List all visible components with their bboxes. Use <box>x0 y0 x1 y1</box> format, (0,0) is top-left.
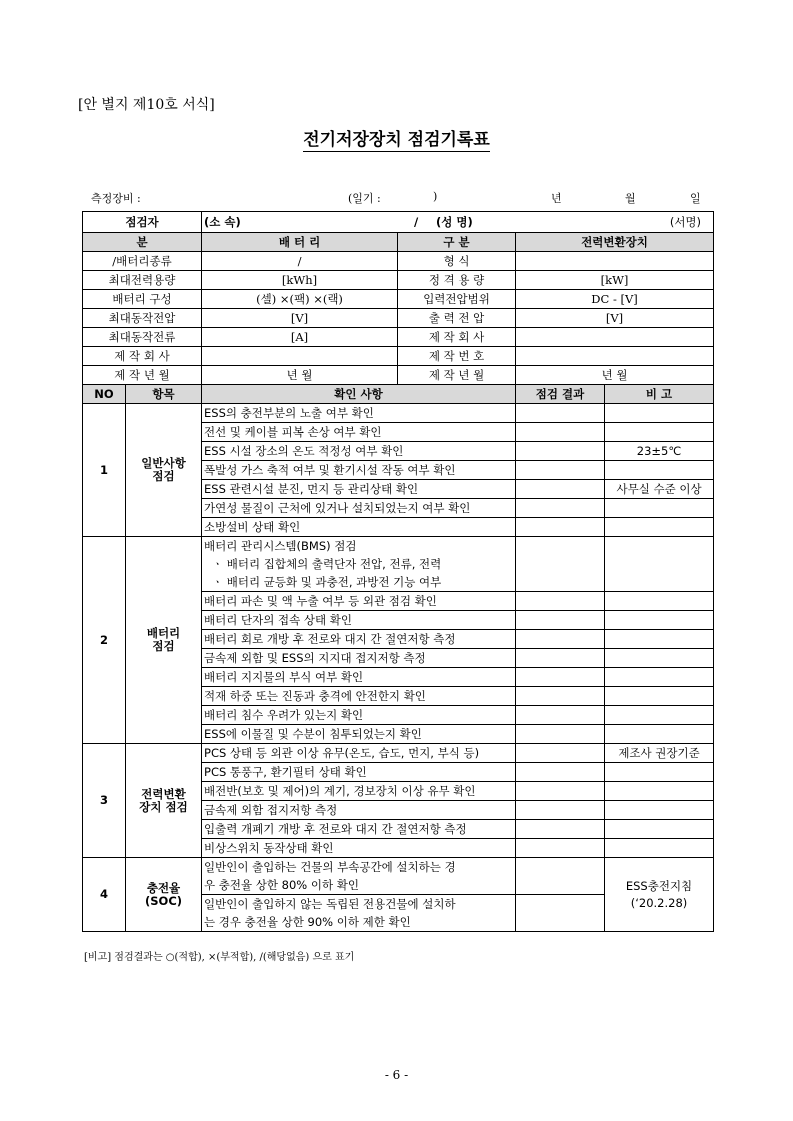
check-item-text: 는 경우 충전율 상한 90% 이하 제한 확인 <box>202 913 516 932</box>
spec-value-battery <box>202 347 398 366</box>
bms-sub-item: ㆍ 배터리 균등화 및 과충전, 과방전 기능 여부 <box>202 573 516 592</box>
check-rows <box>83 404 714 932</box>
check-result <box>516 858 605 895</box>
check-item-text: ESS 시설 장소의 온도 적정성 여부 확인 <box>202 442 516 461</box>
spec-row <box>83 366 714 385</box>
check-item-text: 우 충전율 상한 80% 이하 확인 <box>202 876 516 895</box>
signature-label: (서명) <box>669 214 702 229</box>
spec-header-section: 구 분 <box>398 233 516 252</box>
name-label: (성 명) <box>436 214 473 229</box>
check-result <box>516 763 605 782</box>
spec-row <box>83 328 714 347</box>
check-result <box>516 461 605 480</box>
spec-row <box>83 290 714 309</box>
bms-sub-item: ㆍ 배터리 집합체의 출력단자 전압, 전류, 전력 <box>202 555 516 573</box>
spec-value-pcs: [kW] <box>516 271 714 290</box>
spec-value-pcs <box>516 347 714 366</box>
date-month: 월 <box>625 192 636 205</box>
spec-row <box>83 252 714 271</box>
check-item-text: 일반인이 출입하는 건물의 부속공간에 설치하는 경 <box>202 858 516 877</box>
spec-row <box>83 309 714 328</box>
spec-label-left: 최대전력용량 <box>83 271 202 290</box>
document-title <box>0 125 793 150</box>
check-item-text: ESS에 이물질 및 수분이 침투되었는지 확인 <box>202 725 516 744</box>
check-remark <box>605 461 714 480</box>
check-remark <box>605 423 714 442</box>
spec-label-right: 형 식 <box>398 252 516 271</box>
group-name-line: 점검 <box>152 469 175 483</box>
check-remark <box>605 537 714 592</box>
check-result <box>516 518 605 537</box>
group-name-line: 전력변환 <box>141 786 186 801</box>
check-item-text: PCS 상태 등 외관 이상 유무(온도, 습도, 먼지, 부식 등) <box>202 744 516 763</box>
col-result: 점검 결과 <box>516 385 605 404</box>
check-item-text: 적재 하중 또는 진동과 충격에 안전한지 확인 <box>202 687 516 706</box>
check-result <box>516 442 605 461</box>
check-row <box>83 744 714 763</box>
col-no: NO <box>83 385 126 404</box>
check-result <box>516 592 605 611</box>
group-name-line: 점검 <box>152 639 175 653</box>
footnote: [비고] 점검결과는 ○(적합), ×(부적합), /(해당없음) 으로 표기 <box>84 952 355 963</box>
spec-label-left: 최대동작전압 <box>83 309 202 328</box>
check-result <box>516 687 605 706</box>
check-result <box>516 404 605 423</box>
check-remark <box>605 668 714 687</box>
check-result <box>516 706 605 725</box>
group-name <box>126 537 202 744</box>
check-row <box>83 404 714 423</box>
col-remark: 비 고 <box>605 385 714 404</box>
check-result <box>516 537 605 592</box>
date-year: 년 <box>551 192 562 205</box>
check-result <box>516 801 605 820</box>
group-name <box>126 404 202 537</box>
check-item-text: ESS의 충전부분의 노출 여부 확인 <box>202 404 516 423</box>
check-result <box>516 649 605 668</box>
check-item-text: 금속제 외함 접지저항 측정 <box>202 801 516 820</box>
group-name-line: 배터리 <box>146 626 181 640</box>
check-remark <box>605 630 714 649</box>
inspector-fields <box>202 212 714 233</box>
equipment-label: 측정장비 : <box>91 192 141 205</box>
check-header-row <box>83 385 714 404</box>
col-content: 확인 사항 <box>202 385 516 404</box>
check-result <box>516 725 605 744</box>
check-item-text: 소방설비 상태 확인 <box>202 518 516 537</box>
check-remark: 23±5℃ <box>605 442 714 461</box>
spec-label-left: 제 작 회 사 <box>83 347 202 366</box>
spec-value-pcs <box>516 252 714 271</box>
check-result <box>516 499 605 518</box>
remark-line: ESS충전지침 <box>625 878 693 893</box>
check-item-text: 비상스위치 동작상태 확인 <box>202 839 516 858</box>
check-remark <box>605 592 714 611</box>
group-name-line: 장치 점검 <box>139 799 188 814</box>
check-row <box>83 858 714 877</box>
spec-value-battery: (셀) ×(팩) ×(랙) <box>202 290 398 309</box>
spec-header-battery: 배 터 리 <box>202 233 398 252</box>
check-result <box>516 895 605 932</box>
check-item-text: 금속제 외함 및 ESS의 지지대 접지저항 측정 <box>202 649 516 668</box>
group-number: 3 <box>83 744 126 858</box>
spec-header-row <box>83 233 714 252</box>
spec-row <box>83 347 714 366</box>
group-name-line: 일반사항 <box>141 456 186 470</box>
page-number: - 6 - <box>384 1068 409 1082</box>
spec-header-pcs: 전력변환장치 <box>516 233 714 252</box>
check-remark <box>605 649 714 668</box>
check-item-text: 폭발성 가스 축적 여부 및 환기시설 작동 여부 확인 <box>202 461 516 480</box>
col-item: 항목 <box>126 385 202 404</box>
spec-label-right: 입력전압범위 <box>398 290 516 309</box>
group-name-line: 충전율 <box>146 880 181 895</box>
spec-rows <box>83 252 714 385</box>
check-row <box>83 537 714 556</box>
check-item-text: ESS 관련시설 분진, 먼지 등 관리상태 확인 <box>202 480 516 499</box>
check-remark <box>605 820 714 839</box>
bms-title: 배터리 관리시스템(BMS) 점검 <box>202 537 516 556</box>
inspector-row <box>83 212 714 233</box>
spec-header-left: 분 <box>83 233 202 252</box>
spec-label-right: 정 격 용 량 <box>398 271 516 290</box>
check-result <box>516 611 605 630</box>
inspection-table <box>82 211 714 932</box>
check-item-text: 배터리 침수 우려가 있는지 확인 <box>202 706 516 725</box>
group-number: 2 <box>83 537 126 744</box>
check-result <box>516 839 605 858</box>
spec-value-battery: 년 월 <box>202 366 398 385</box>
spec-value-pcs: [V] <box>516 309 714 328</box>
check-remark <box>605 782 714 801</box>
remark-line: (‘20.2.28) <box>630 895 688 910</box>
check-remark <box>605 725 714 744</box>
spec-row <box>83 271 714 290</box>
group-number: 1 <box>83 404 126 537</box>
date-day: 일 <box>690 192 701 205</box>
spec-value-battery: [kWh] <box>202 271 398 290</box>
spec-label-left: 제 작 년 월 <box>83 366 202 385</box>
check-item-text: 배터리 회로 개방 후 전로와 대지 간 절연저항 측정 <box>202 630 516 649</box>
check-result <box>516 630 605 649</box>
spec-label-left: 최대동작전류 <box>83 328 202 347</box>
check-result <box>516 744 605 763</box>
check-item-text: 배터리 지지물의 부식 여부 확인 <box>202 668 516 687</box>
check-item-text: 일반인이 출입하지 않는 독립된 전용건물에 설치하 <box>202 895 516 914</box>
group-name-line: (SOC) <box>145 893 183 908</box>
check-result <box>516 782 605 801</box>
spec-value-battery: [A] <box>202 328 398 347</box>
check-remark: 사무실 수준 이상 <box>605 480 714 499</box>
spec-label-right: 제 작 번 호 <box>398 347 516 366</box>
check-remark <box>605 611 714 630</box>
group-number: 4 <box>83 858 126 932</box>
check-result <box>516 480 605 499</box>
weather-label: (일기 : <box>348 192 381 205</box>
spec-value-battery: [V] <box>202 309 398 328</box>
check-result <box>516 820 605 839</box>
check-item-text: 배전반(보호 및 제어)의 계기, 경보장치 이상 유무 확인 <box>202 782 516 801</box>
inspector-label: 점검자 <box>83 212 202 233</box>
check-remark <box>605 499 714 518</box>
check-remark <box>605 706 714 725</box>
group-name <box>126 744 202 858</box>
check-item-text: 가연성 물질이 근처에 있거나 설치되었는지 여부 확인 <box>202 499 516 518</box>
check-remark: 제조사 권장기준 <box>605 744 714 763</box>
inspector-slash: / <box>414 214 419 229</box>
check-remark <box>605 801 714 820</box>
form-number-tag: [안 별지 제10호 서식] <box>78 97 215 113</box>
check-item-text: PCS 통풍구, 환기필터 상태 확인 <box>202 763 516 782</box>
check-remark <box>605 687 714 706</box>
spec-label-left: 배터리 구성 <box>83 290 202 309</box>
affiliation-label: (소 속) <box>204 214 241 229</box>
check-item-text: 전선 및 케이블 피복 손상 여부 확인 <box>202 423 516 442</box>
spec-label-right: 제 작 회 사 <box>398 328 516 347</box>
check-remark <box>605 858 714 932</box>
spec-value-battery: / <box>202 252 398 271</box>
check-remark <box>605 518 714 537</box>
spec-value-pcs: DC - [V] <box>516 290 714 309</box>
check-item-text: 배터리 단자의 접속 상태 확인 <box>202 611 516 630</box>
check-result <box>516 668 605 687</box>
check-item-text: 배터리 파손 및 액 누출 여부 등 외관 점검 확인 <box>202 592 516 611</box>
spec-label-left: /배터리종류 <box>83 252 202 271</box>
title-text: 전기저장장치 점검기록표 <box>303 130 490 150</box>
check-remark <box>605 763 714 782</box>
check-remark <box>605 839 714 858</box>
weather-close: ) <box>433 190 438 203</box>
spec-label-right: 제 작 년 월 <box>398 366 516 385</box>
check-result <box>516 423 605 442</box>
spec-label-right: 출 력 전 압 <box>398 309 516 328</box>
spec-value-pcs: 년 월 <box>516 366 714 385</box>
check-remark <box>605 404 714 423</box>
group-name <box>126 858 202 932</box>
check-item-text: 입출력 개폐기 개방 후 전로와 대지 간 절연저항 측정 <box>202 820 516 839</box>
spec-value-pcs <box>516 328 714 347</box>
